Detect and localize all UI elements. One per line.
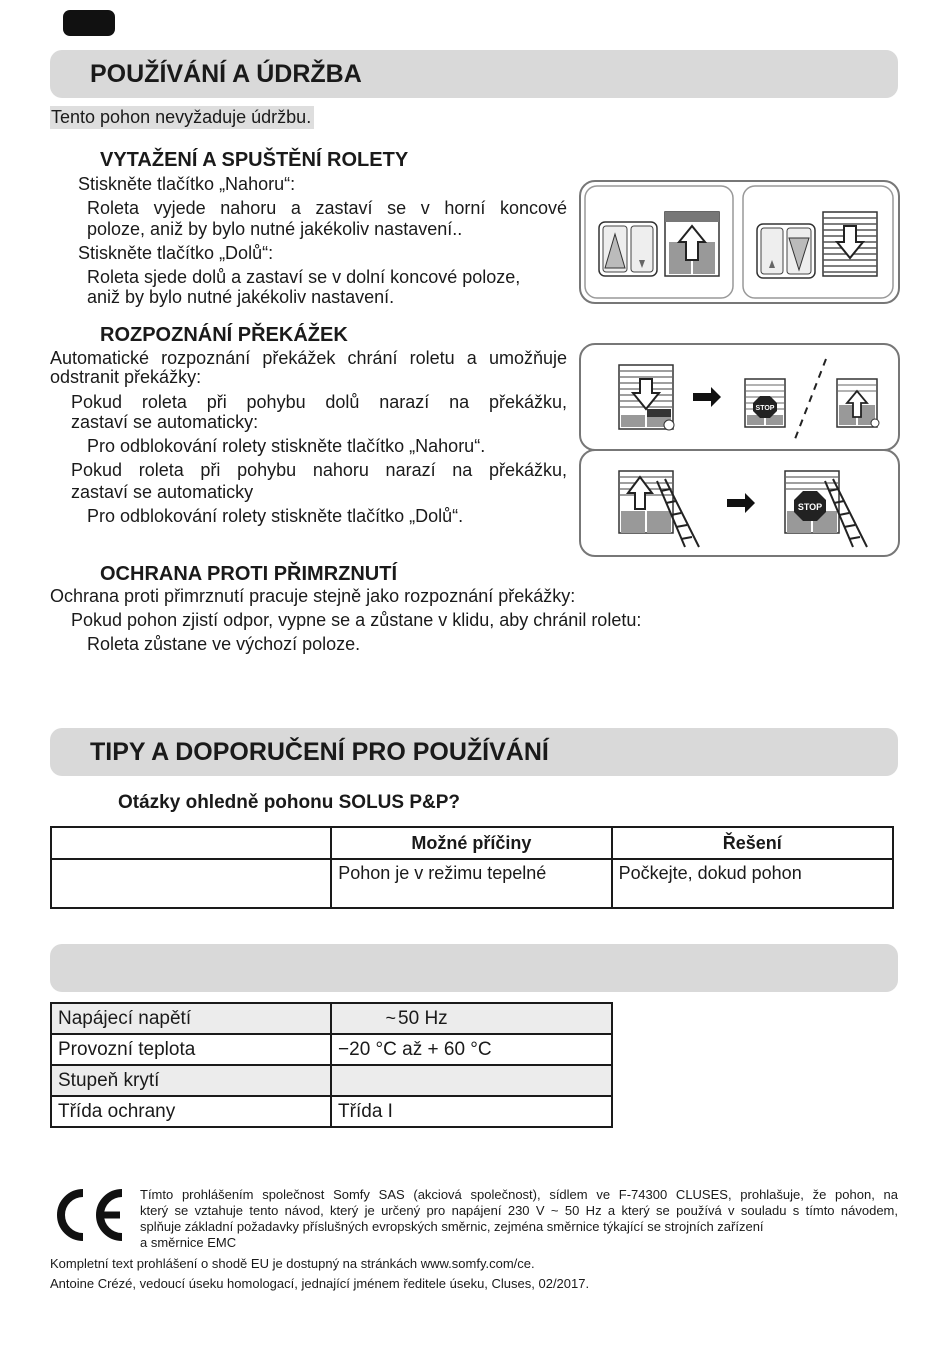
table-header-cell	[51, 827, 331, 859]
obstacle-case1-2: zastaví se automaticky:	[71, 412, 259, 432]
table-row	[51, 1034, 612, 1065]
down-line-1: Roleta sjede dolů a zastaví se v dolní koncové poloze,	[87, 267, 521, 287]
up-line-2: poloze, aniž by bylo nutné jakékoliv nastavení..	[87, 219, 463, 239]
table-row	[51, 859, 893, 908]
section-title-usage: POUŽÍVÁNÍ A ÚDRŽBA	[90, 60, 362, 88]
declaration-line-1: Tímto prohlášením společnost Somfy SAS (akciová společnost), sídlem ve F-74300 CLUSES, prohlašuje, že pohon, na	[140, 1187, 898, 1202]
ac-symbol-icon: ~	[385, 1007, 395, 1028]
declaration-line-4: a směrnice EMC	[140, 1235, 237, 1250]
obstacle-case2-1: Pokud roleta při pohybu nahoru narazí na překážku,	[71, 460, 567, 480]
spec-value	[331, 1003, 612, 1034]
obstacle-case1-1: Pokud roleta při pohybu dolů narazí na překážku,	[71, 392, 567, 412]
troubleshooting-table	[50, 826, 894, 909]
table-header-cell: Řešení	[612, 827, 893, 859]
declaration-signature: Antoine Crézé, vedoucí úseku homologací, jednající jménem ředitele úseku, Cluses, 02/2017.	[50, 1276, 590, 1291]
divider-dashed-line	[795, 359, 826, 439]
table-row	[51, 1003, 612, 1034]
obstacle-case2-2: zastaví se automaticky	[71, 482, 254, 502]
spec-value-text: 50 Hz	[398, 1007, 448, 1029]
shutter-up-icon	[665, 212, 719, 276]
obstacle-intro-1: Automatické rozpoznání překážek chrání roletu a umožňuje	[50, 348, 567, 368]
language-tab	[63, 10, 115, 36]
shutter-unblocked-icon	[837, 379, 879, 427]
arrow-right-icon	[727, 493, 755, 513]
maintenance-note: Tento pohon nevyžaduje údržbu.	[50, 106, 314, 129]
table-cell: Počkejte, dokud pohon	[612, 859, 893, 908]
spec-value: −20 °C až + 60 °C	[331, 1034, 612, 1065]
raise-lower-illustration	[579, 180, 900, 304]
heading-freeze: OCHRANA PROTI PŘIMRZNUTÍ	[100, 563, 398, 585]
stop-label-large: STOP	[797, 502, 823, 512]
table-cell: Pohon je v režimu tepelné	[331, 859, 611, 908]
ce-mark-icon	[50, 1187, 126, 1243]
shutter-obstacle-icon	[619, 365, 674, 430]
down-line-2: aniž by bylo nutné jakékoliv nastavení.	[87, 287, 395, 307]
shutter-ladder-stop-icon	[785, 471, 867, 547]
arrow-right-icon	[693, 387, 721, 407]
freeze-intro: Ochrana proti přimrznutí pracuje stejně jako rozpoznání překážky:	[50, 586, 576, 606]
spec-value: Třída I	[331, 1096, 612, 1127]
declaration-line-2: který se vztahuje tento návod, který je určený pro napájení 230 V ~ 50 Hz a který se používá v souladu s tímto návodem,	[140, 1203, 898, 1218]
remote-down-icon	[757, 224, 815, 278]
stop-label-small: STOP	[755, 405, 775, 412]
heading-obstacle: ROZPOZNÁNÍ PŘEKÁŽEK	[100, 324, 348, 346]
remote-up-icon	[599, 222, 657, 276]
table-header-row	[51, 827, 893, 859]
spec-label: Provozní teplota	[51, 1034, 331, 1065]
spec-label: Napájecí napětí	[51, 1003, 331, 1034]
tips-subheading: Otázky ohledně pohonu SOLUS P&P?	[118, 792, 461, 813]
shutter-stop-icon	[745, 379, 785, 427]
down-press-text: Stiskněte tlačítko „Dolů“:	[78, 243, 274, 263]
spec-label: Třída ochrany	[51, 1096, 331, 1127]
section-title-tips: TIPY A DOPORUČENÍ PRO POUŽÍVÁNÍ	[90, 738, 549, 766]
section-bar-specs	[50, 944, 898, 992]
declaration-full-text: Kompletní text prohlášení o shodě EU je dostupný na stránkách www.somfy.com/ce.	[50, 1256, 535, 1271]
table-row	[51, 1096, 612, 1127]
spec-value	[331, 1065, 612, 1096]
declaration-line-3: splňuje základní požadavky příslušných evropských směrnic, zejména směrnice týkající se strojních zařízení	[140, 1219, 764, 1234]
up-press-text: Stiskněte tlačítko „Nahoru“:	[78, 174, 296, 194]
up-line-1: Roleta vyjede nahoru a zastaví se v horní koncové	[87, 198, 567, 218]
obstacle-down-illustration	[579, 343, 900, 451]
shutter-down-icon	[823, 212, 877, 276]
spec-label: Stupeň krytí	[51, 1065, 331, 1096]
table-header-cell: Možné příčiny	[331, 827, 611, 859]
freeze-line-1: Pokud pohon zjistí odpor, vypne se a zůstane v klidu, aby chránil roletu:	[71, 610, 642, 630]
freeze-line-2: Roleta zůstane ve výchozí poloze.	[87, 634, 361, 654]
obstacle-intro-2: odstranit překážky:	[50, 367, 202, 387]
heading-raise-lower: VYTAŽENÍ A SPUŠTĚNÍ ROLETY	[100, 149, 409, 171]
obstacle-case2-action: Pro odblokování rolety stiskněte tlačítko „Dolů“.	[87, 506, 464, 526]
obstacle-up-illustration	[579, 449, 900, 557]
table-cell	[51, 859, 331, 908]
table-row	[51, 1065, 612, 1096]
shutter-ladder-icon	[619, 471, 699, 547]
obstacle-case1-action: Pro odblokování rolety stiskněte tlačítko „Nahoru“.	[87, 436, 486, 456]
specs-table	[50, 1002, 613, 1128]
